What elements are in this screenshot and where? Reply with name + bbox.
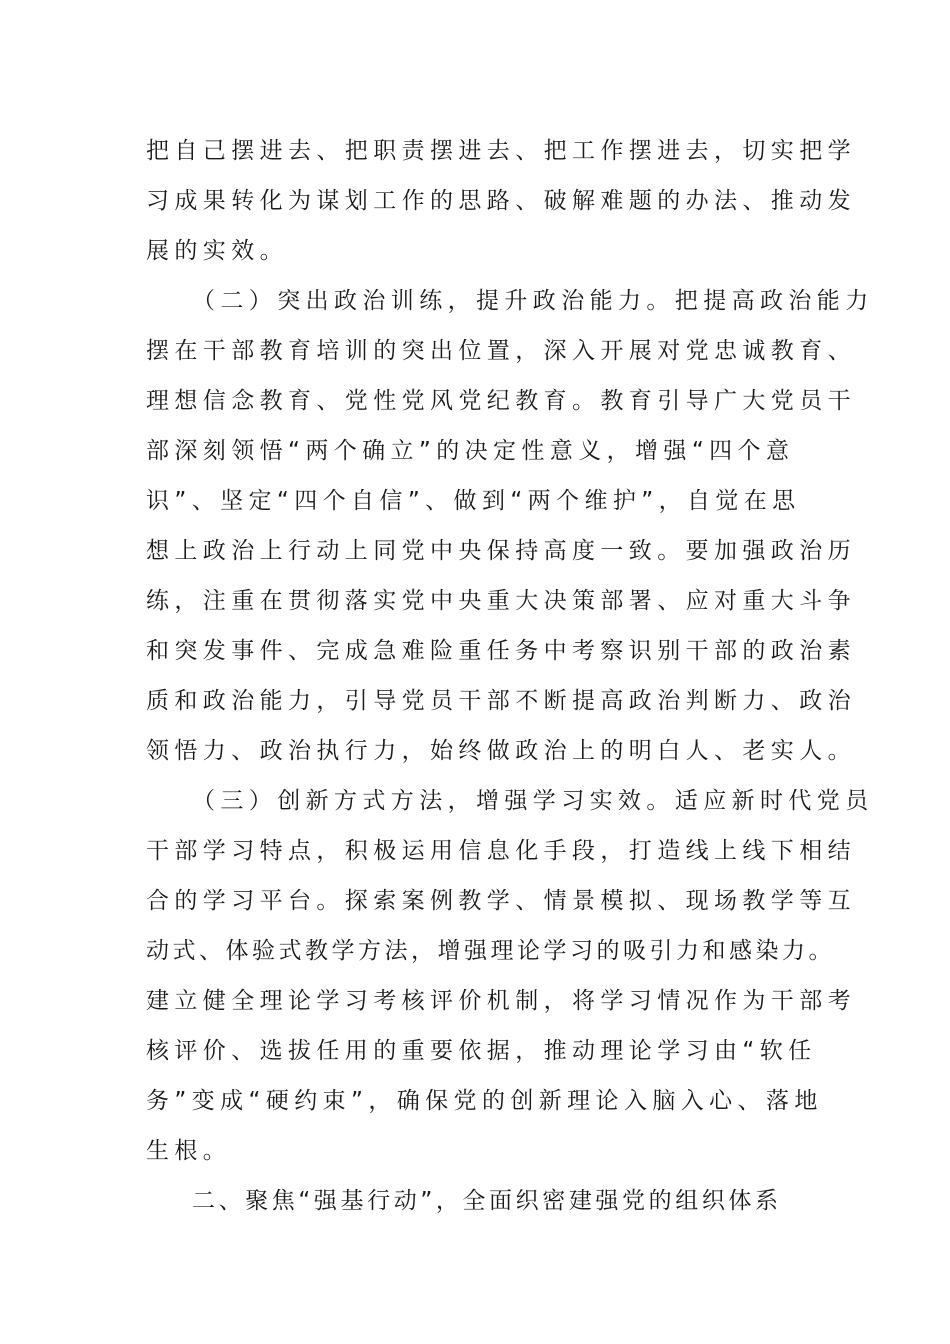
text-line: 建立健全理论学习考核评价机制，将学习情况作为干部考 xyxy=(146,988,856,1014)
text-line: 识”、坚定“四个自信”、做到“两个维护”，自觉在思 xyxy=(146,488,801,514)
text-line: 想上政治上行动上同党中央保持高度一致。要加强政治历 xyxy=(146,538,856,564)
text-line: 展的实效。 xyxy=(146,238,288,264)
text-line: 和突发事件、完成急难险重任务中考察识别干部的政治素 xyxy=(146,638,856,664)
text-line: 核评价、选拔任用的重要依据，推动理论学习由“软任 xyxy=(146,1038,817,1064)
text-line: 动式、体验式教学方法，增强理论学习的吸引力和感染力。 xyxy=(146,938,835,964)
text-line: 摆在干部教育培训的突出位置，深入开展对党忠诚教育、 xyxy=(146,338,856,364)
text-line: 质和政治能力，引导党员干部不断提高政治判断力、政治 xyxy=(146,688,856,714)
paragraph-heading-2: （二）突出政治训练，提升政治能力。把提高政治能力 xyxy=(192,288,874,314)
text-line: 习成果转化为谋划工作的思路、破解难题的办法、推动发 xyxy=(146,188,856,214)
section-heading: 二、聚焦“强基行动”，全面织密建强党的组织体系 xyxy=(192,1188,782,1214)
text-line: 把自己摆进去、把职责摆进去、把工作摆进去，切实把学 xyxy=(146,138,856,164)
text-line: 务”变成“硬约束”，确保党的创新理论入脑入心、落地 xyxy=(146,1088,823,1114)
paragraph-heading-3: （三）创新方式方法，增强学习实效。适应新时代党员 xyxy=(192,788,874,814)
text-line: 理想信念教育、党性党风党纪教育。教育引导广大党员干 xyxy=(146,388,856,414)
text-line: 合的学习平台。探索案例教学、情景模拟、现场教学等互 xyxy=(146,888,856,914)
text-line: 领悟力、政治执行力，始终做政治上的明白人、老实人。 xyxy=(146,738,856,764)
text-line: 生根。 xyxy=(146,1138,232,1164)
text-line: 部深刻领悟“两个确立”的决定性意义，增强“四个意 xyxy=(146,438,795,464)
text-line: 练，注重在贯彻落实党中央重大决策部署、应对重大斗争 xyxy=(146,588,856,614)
text-line: 干部学习特点，积极运用信息化手段，打造线上线下相结 xyxy=(146,838,856,864)
